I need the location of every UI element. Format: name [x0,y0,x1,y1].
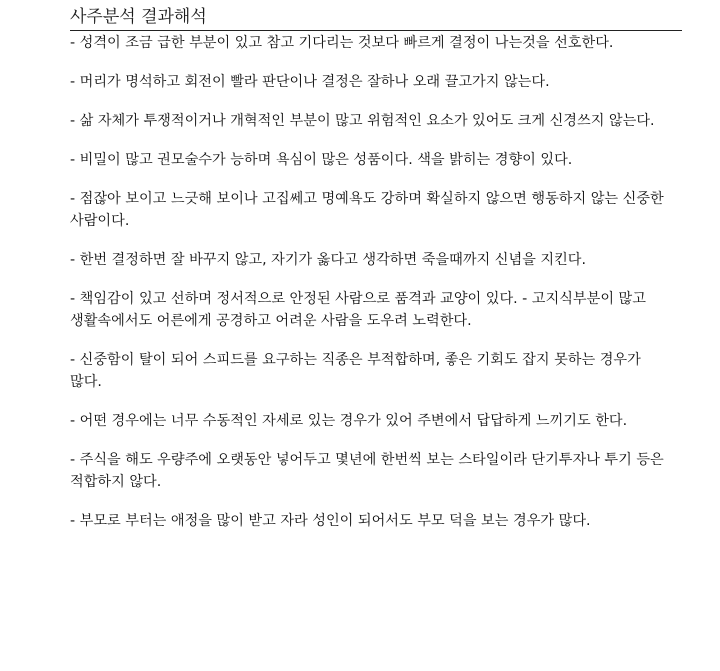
list-item: - 비밀이 많고 권모술수가 능하며 욕심이 많은 성품이다. 색을 밝히는 경향이 있다. [70,152,573,168]
list-item: - 머리가 명석하고 회전이 빨라 판단이나 결정은 잘하나 오래 끌고가지 않는다. [70,74,550,90]
analysis-list [70,32,670,549]
page-title: 사주분석 결과해석 [70,7,207,27]
list-item: - 부모로 부터는 애정을 많이 받고 자라 성인이 되어서도 부모 덕을 보는 경우가 많다. [70,513,591,529]
list-item: - 점잖아 보이고 느긋해 보이나 고집쎄고 명예욕도 강하며 확실하지 않으면 행동하지 않는 신중한 사람이다. [70,191,664,229]
title-bar [70,4,682,31]
list-item: - 삶 자체가 투쟁적이거나 개혁적인 부분이 많고 위험적인 요소가 있어도 크게 신경쓰지 않는다. [70,113,655,129]
list-item: - 성격이 조금 급한 부분이 있고 참고 기다리는 것보다 빠르게 결정이 나는것을 선호한다. [70,35,614,51]
list-item: - 신중함이 탈이 되어 스피드를 요구하는 직종은 부적합하며, 좋은 기회도 잡지 못하는 경우가 많다. [70,352,641,390]
list-item: - 한번 결정하면 잘 바꾸지 않고, 자기가 옳다고 생각하면 죽을때까지 신념을 지킨다. [70,252,587,268]
list-item: - 책임감이 있고 선하며 정서적으로 안정된 사람으로 품격과 교양이 있다. - 고지식부분이 많고 생활속에서도 어른에게 공경하고 어려운 사람을 도우려 노력한다. [70,291,646,329]
list-item: - 어떤 경우에는 너무 수동적인 자세로 있는 경우가 있어 주변에서 답답하게 느끼기도 한다. [70,413,628,429]
list-item: - 주식을 해도 우량주에 오랫동안 넣어두고 몇년에 한번씩 보는 스타일이라 단기투자나 투기 등은 적합하지 않다. [70,452,664,490]
